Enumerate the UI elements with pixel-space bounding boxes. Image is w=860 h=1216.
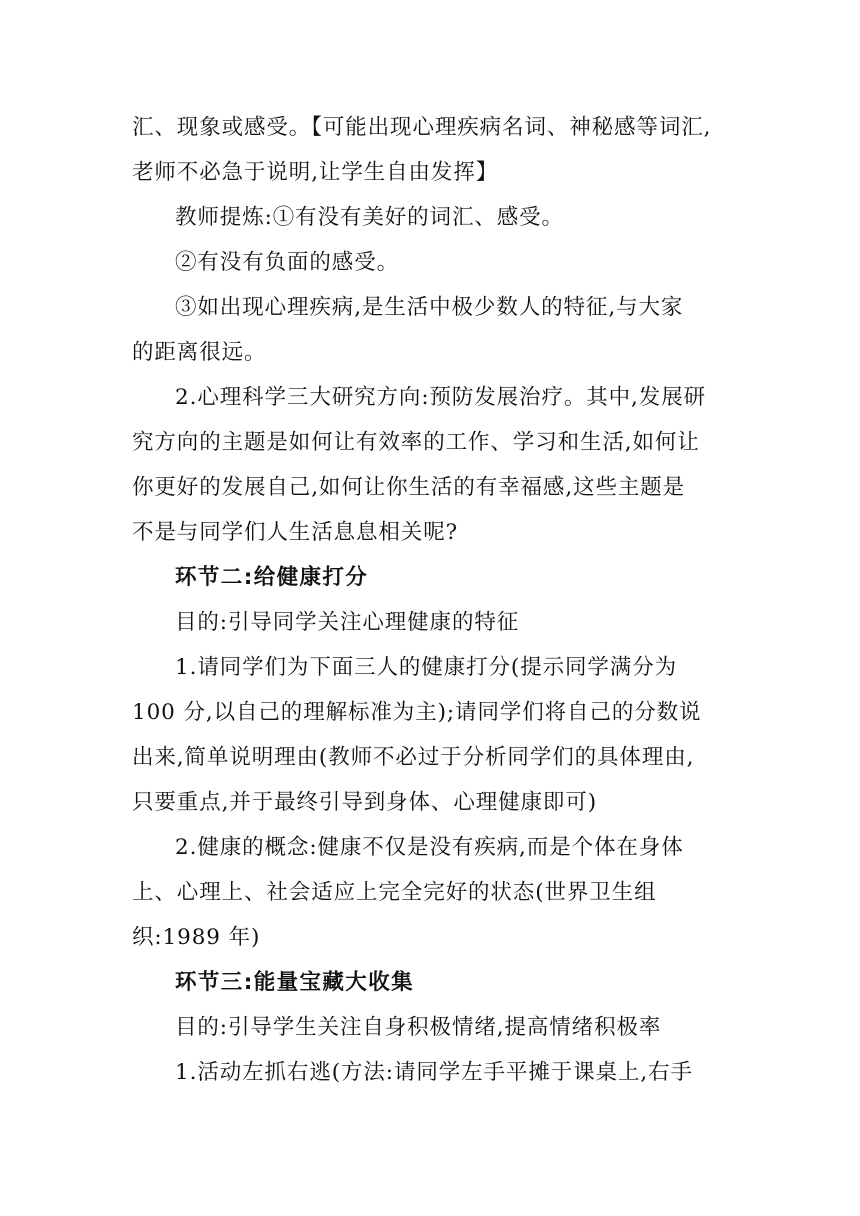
text-line: 汇、现象或感受。【可能出现心理疾病名词、神秘感等词汇, (132, 115, 712, 140)
text-line: 你更好的发展自己,如何让你生活的有幸福感,这些主题是 (132, 475, 686, 500)
text-line: 只要重点,并于最终引导到身体、心理健康即可) (132, 790, 598, 815)
text-line: 老师不必急于说明,让学生自由发挥】 (132, 160, 499, 185)
text-line: 2.心理科学三大研究方向:预防发展治疗。其中,发展研 (175, 385, 706, 410)
text-line: 织:1989 年) (132, 925, 261, 950)
text-line: 的距离很远。 (132, 340, 267, 365)
text-line: 1.活动左抓右逃(方法:请同学左手平摊于课桌上,右手 (175, 1060, 693, 1085)
section-heading: 环节二:给健康打分 (175, 565, 369, 590)
text-line: ②有没有负面的感受。 (175, 250, 400, 275)
text-line: 究方向的主题是如何让有效率的工作、学习和生活,如何让 (132, 430, 700, 455)
text-line: 不是与同学们人生活息息相关呢? (132, 520, 459, 545)
text-line: 目的:引导同学关注心理健康的特征 (175, 610, 520, 635)
text-line: 1.请同学们为下面三人的健康打分(提示同学满分为 (175, 655, 678, 680)
section-heading: 环节三:能量宝藏大收集 (175, 970, 414, 995)
text-line: 目的:引导学生关注自身积极情绪,提高情绪积极率 (175, 1015, 662, 1040)
text-line: 100 分,以自己的理解标准为主);请同学们将自己的分数说 (132, 700, 702, 725)
text-line: ③如出现心理疾病,是生活中极少数人的特征,与大家 (175, 295, 684, 320)
text-line: 上、心理上、社会适应上完全完好的状态(世界卫生组 (132, 880, 657, 905)
text-line: 教师提炼:①有没有美好的词汇、感受。 (175, 205, 564, 230)
text-line: 出来,简单说明理由(教师不必过于分析同学们的具体理由, (132, 745, 695, 770)
text-line: 2.健康的概念:健康不仅是没有疾病,而是个体在身体 (175, 835, 684, 860)
